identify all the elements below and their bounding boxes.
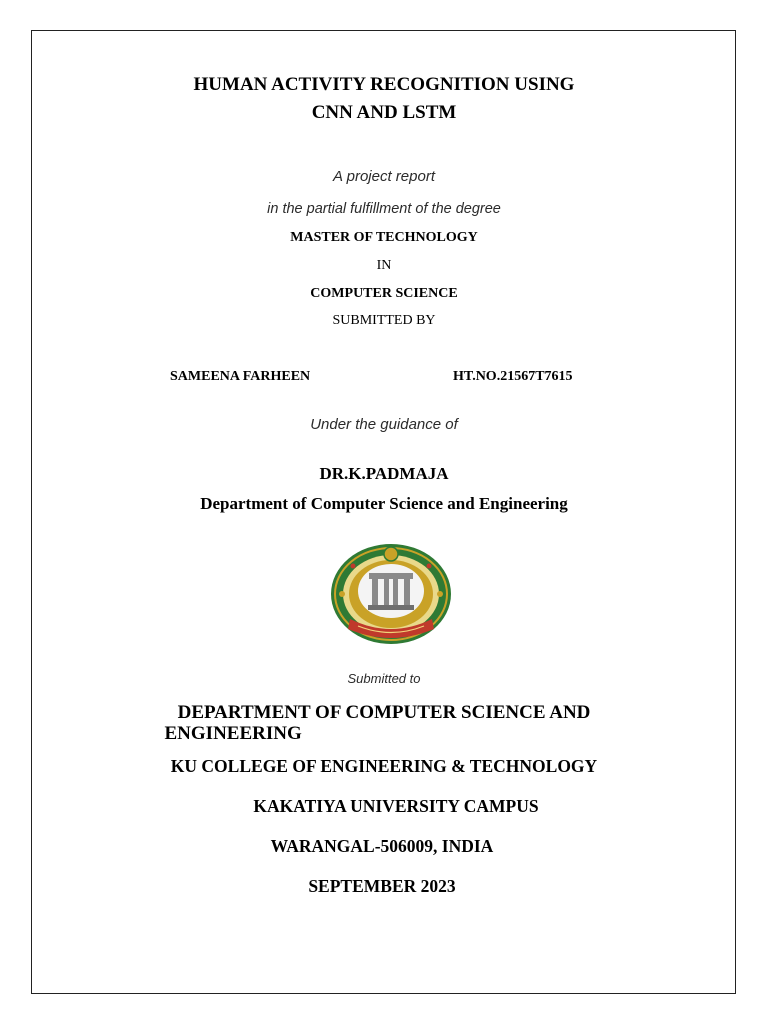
department-line-2-text: ENGINEERING — [164, 723, 302, 744]
student-hall-ticket: HT.NO.21567T7615 — [453, 369, 573, 384]
in-label: IN — [376, 258, 392, 273]
degree-name: MASTER OF TECHNOLOGY — [290, 230, 478, 245]
student-name: SAMEENA FARHEEN — [170, 369, 311, 384]
submitted-by-label: SUBMITTED BY — [332, 313, 436, 328]
college-name: KU COLLEGE OF ENGINEERING & TECHNOLOGY — [170, 756, 598, 776]
project-report-label: A project report — [333, 168, 435, 185]
guide-department: Department of Computer Science and Engineering — [200, 494, 568, 513]
campus-name: KAKATIYA UNIVERSITY CAMPUS — [253, 796, 539, 816]
guidance-label: Under the guidance of — [310, 416, 458, 433]
report-title-line-1: HUMAN ACTIVITY RECOGNITION USING — [193, 74, 575, 95]
department-line-2 — [0, 723, 768, 745]
city-line: WARANGAL-506009, INDIA — [270, 836, 494, 856]
guide-name: DR.K.PADMAJA — [319, 464, 449, 483]
submission-date: SEPTEMBER 2023 — [308, 876, 456, 896]
department-line-1: DEPARTMENT OF COMPUTER SCIENCE AND — [177, 702, 591, 723]
university-seal-icon — [328, 541, 454, 647]
partial-fulfillment-label: in the partial fulfillment of the degree — [267, 201, 501, 217]
submitted-to-label: Submitted to — [347, 671, 421, 686]
report-title-line-2: CNN AND LSTM — [311, 102, 457, 123]
subject-name: COMPUTER SCIENCE — [310, 286, 458, 301]
